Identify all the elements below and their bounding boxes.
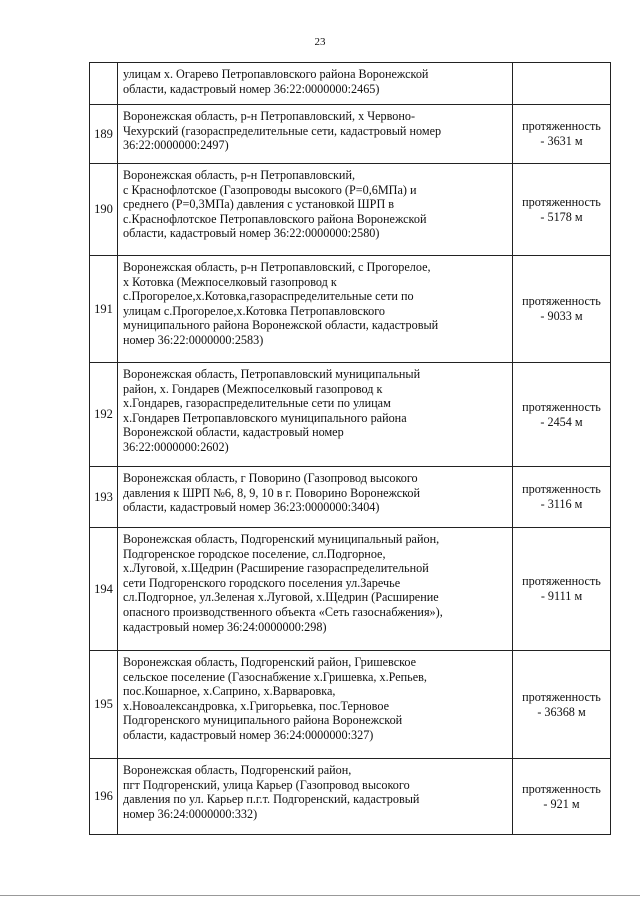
row-length — [513, 467, 611, 528]
row-number: 194 — [90, 528, 118, 651]
description-text: Воронежская область, р-н Петропавловский, с Прогорелое, х Котовка (Межпоселковый газопровод к с.Прогорелое,х.Котовка,газораспределительные сети по улицам с.Прогорелое,х.Котовка Петропавловского муниципального района Воронежской области, кадастровый номер 36:22:0000000:2583) — [123, 260, 439, 347]
table-row — [90, 759, 611, 835]
description-text: Воронежская область, Подгоренский муниципальный район, Подгоренское городское поселение, сл.Подгорное, х.Луговой, х.Щедрин (Расширение газораспределительной сети Подгоренского городского поселения ул.Заречье сл.Подгорное, ул.Зеленая х.Луговой, х.Щедрин (Расширение опасного производственного объекта «Сеть газоснабжения»), кадастровый номер 36:24:0000000:298) — [123, 532, 443, 634]
description-text: Воронежская область, Подгоренский район, пгт Подгоренский, улица Карьер (Газопровод высокого давления по ул. Карьер п.г.т. Подгоренский, кадастровый номер 36:24:0000000:332) — [123, 763, 420, 821]
row-length — [513, 759, 611, 835]
row-number: 195 — [90, 651, 118, 759]
description-text: Воронежская область, р-н Петропавловский, с Краснофлотское (Газопроводы высокого (P=0,6МПа) и среднего (P=0,3МПа) давления с установкой ШРП в с.Краснофлотское Петропавловского района Воронежской области, кадастровый номер 36:22:0000000:2580) — [123, 168, 427, 241]
row-length — [513, 528, 611, 651]
row-length — [513, 363, 611, 467]
length-text: протяженность - 9033 м — [522, 294, 601, 323]
length-text: протяженность - 9111 м — [522, 574, 601, 603]
table-row — [90, 164, 611, 256]
description-text: улицам х. Огарево Петропавловского района Воронежской области, кадастровый номер 36:22:0000000:2465) — [123, 67, 429, 96]
row-description — [118, 105, 513, 164]
row-length — [513, 63, 611, 105]
row-number — [90, 63, 118, 105]
length-text: протяженность - 36368 м — [522, 689, 601, 719]
row-number: 189 — [90, 105, 118, 164]
description-text: Воронежская область, Подгоренский район, Гришевское сельское поселение (Газоснабжение х.Гришевка, х.Репьев, пос.Кошарное, х.Саприно, х.Варваровка, х.Новоалександровка, х.Григорьевка, пос.Терновое Подгоренского муниципального района Воронежской области, кадастровый номер 36:24:0000000:327) — [123, 655, 427, 742]
row-length — [513, 651, 611, 759]
row-description — [118, 363, 513, 467]
row-description — [118, 528, 513, 651]
row-number: 190 — [90, 164, 118, 256]
description-text: Воронежская область, р-н Петропавловский, х Червоно- Чехурский (газораспределительные сети, кадастровый номер 36:22:0000000:2497) — [123, 109, 442, 153]
page-number: 23 — [314, 36, 326, 48]
page-bottom-rule — [0, 895, 640, 896]
row-description — [118, 467, 513, 528]
description-text: Воронежская область, Петропавловский муниципальный район, х. Гондарев (Межпоселковый газопровод к х.Гондарев, газораспределительные сети по улицам х.Гондарев Петропавловского муниципального района Воронежской области, кадастровый номер 36:22:0000000:2602) — [123, 367, 421, 454]
length-text: протяженность - 2454 м — [522, 399, 601, 429]
length-text: протяженность - 921 м — [522, 781, 601, 811]
table-row — [90, 467, 611, 528]
row-description — [118, 256, 513, 363]
length-text: протяженность - 3116 м — [522, 482, 601, 511]
description-text: Воронежская область, г Поворино (Газопровод высокого давления к ШРП №6, 8, 9, 10 в г. Поворино Воронежской области, кадастровый номер 36:23:0000000:3404) — [123, 471, 421, 515]
row-length — [513, 164, 611, 256]
table-row — [90, 256, 611, 363]
row-number: 192 — [90, 363, 118, 467]
row-number: 196 — [90, 759, 118, 835]
row-description — [118, 651, 513, 759]
table-row — [90, 363, 611, 467]
row-length — [513, 105, 611, 164]
table-row — [90, 63, 611, 105]
table-row — [90, 528, 611, 651]
table-row — [90, 651, 611, 759]
row-number: 191 — [90, 256, 118, 363]
objects-table — [89, 62, 611, 835]
length-text: протяженность - 5178 м — [522, 194, 601, 224]
row-number: 193 — [90, 467, 118, 528]
row-length — [513, 256, 611, 363]
table-row — [90, 105, 611, 164]
row-description — [118, 164, 513, 256]
length-text: протяженность - 3631 м — [522, 119, 601, 148]
row-description — [118, 63, 513, 105]
row-description — [118, 759, 513, 835]
